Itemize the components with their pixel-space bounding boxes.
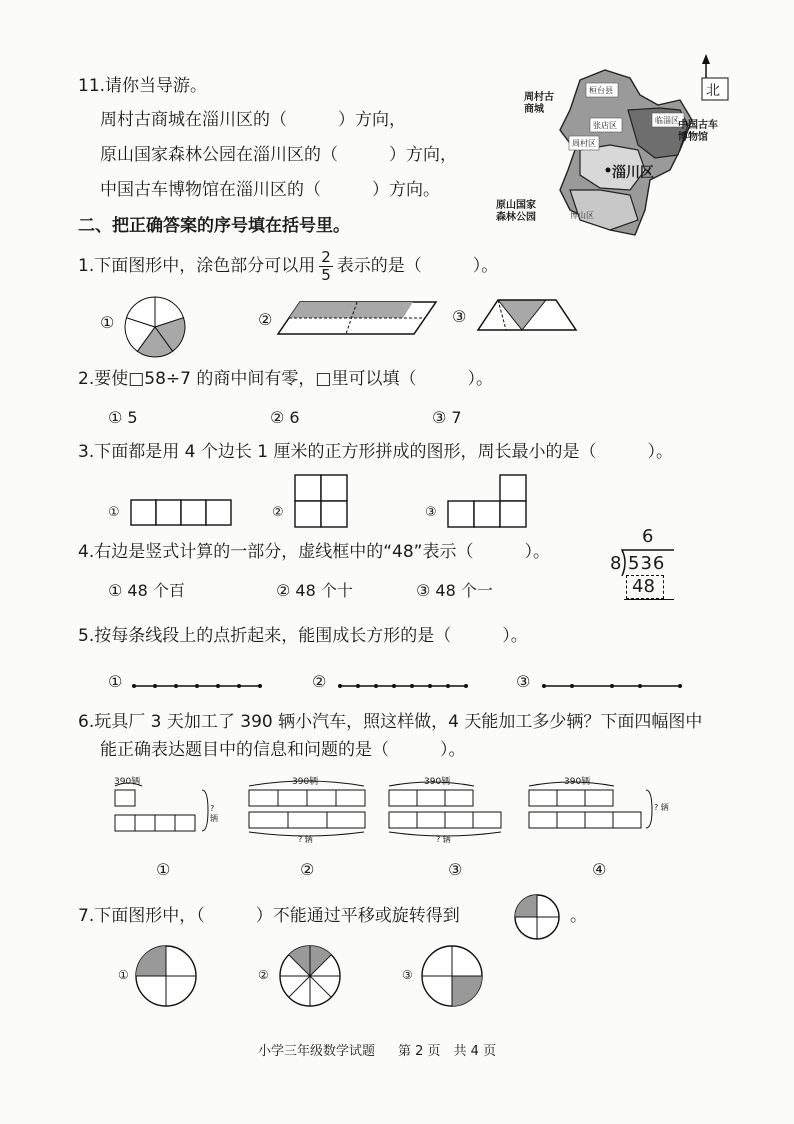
q5-label-2: ② [312,672,327,691]
q6-label-4: ④ [592,860,607,879]
q6-label-390: 390辆 [292,777,319,787]
q2-option-3: ③ 7 [432,408,462,427]
zichuan-label: 淄川区 [612,165,654,181]
q3-figure-2 [294,474,348,532]
q3-figure-3 [446,474,528,532]
q6-label-q: ? 辆 [436,835,451,844]
q7-text: 7.下面图形中，（ ）不能通过平移或旋转得到 [78,906,460,926]
q7-reference-circle [512,892,562,946]
q5-segment-3 [542,676,684,695]
q6-line1: 6.玩具厂 3 天加工了 390 辆小汽车，照这样做，4 天能加工多少辆？下面四幅图中 [78,712,703,732]
q1-fraction [319,249,333,283]
q5-label-1: ① [108,672,123,691]
district-label: 桓台县 [589,86,613,95]
q1-trapezoid-figure [476,298,578,336]
q6-label-1: ① [156,860,171,879]
q7-circle-1 [134,944,198,1012]
section2-title: 二、把正确答案的序号填在括号里。 [78,216,350,236]
footer-page: 第 2 页 共 4 页 [398,1044,497,1059]
quotient: 6 [642,526,654,547]
q2-text: 2.要使□58÷7 的商中间有零，□里可以填（ ）。 [78,369,493,389]
zhoucun-label: 周村古 商城 [524,92,554,115]
q6-diagram-3 [386,774,506,844]
museum-label: 中国古车 博物馆 [678,120,718,143]
q1-label-3: ③ [452,307,467,326]
q4-option-1: ① 48 个百 [108,581,185,600]
q7-label-1: ① [118,968,129,982]
q7-label-3: ③ [402,968,413,982]
partial-product: 48 [632,576,655,597]
q6-label-2: ② [300,860,315,879]
q3-label-2: ② [272,505,284,520]
q6-label-q: ? 辆 [654,803,669,812]
q1-label-2: ② [258,310,273,329]
q5-segment-1 [132,676,264,695]
q6-label-3: ③ [448,860,463,879]
q7-circle-3 [420,944,484,1012]
q1-frac-den: 5 [321,265,331,284]
q6-label-q: ? 辆 [298,835,313,844]
q1-circle-figure [120,292,190,366]
q1-label-1: ① [100,313,115,332]
q7-post: 。 [570,906,587,926]
district-label: 张店区 [593,121,617,130]
divisor: 8 [610,553,622,574]
q1-post: 表示的是（ ）。 [336,255,499,276]
q6-diagram-1 [112,774,222,834]
q6-diagram-2 [246,774,371,844]
q5-text: 5.按每条线段上的点折起来，能围成长方形的是（ ）。 [78,626,528,646]
q4-option-3: ③ 48 个一 [416,581,493,600]
q1-pre: 1.下面图形中，涂色部分可以用 [78,255,316,276]
q11-line3: 中国古车博物馆在淄川区的（ ）方向。 [100,180,440,200]
yuanshan-label: 原山国家 森林公园 [496,200,536,223]
q1-parallelogram-figure [278,300,438,340]
q2-option-2: ② 6 [270,408,300,427]
dividend: 536 [628,553,666,574]
q2-option-1: ① 5 [108,408,138,427]
q3-label-1: ① [108,505,120,520]
q4-text: 4.右边是竖式计算的一部分，虚线框中的“48”表示（ ）。 [78,542,550,562]
q11-title: 11.请你当导游。 [78,76,208,96]
q1-frac-num: 2 [321,248,331,266]
q6-label-390: 390辆 [564,777,591,787]
zibo-map [496,50,740,240]
long-division [606,526,686,606]
q1-text [78,246,498,286]
division-underline [624,599,674,600]
q6-label-q: ? 辆 [210,804,218,823]
q3-figure-1 [130,499,232,531]
q3-label-3: ③ [425,505,437,520]
q7-circle-2 [278,944,342,1012]
q11-line1: 周村古商城在淄川区的（ ）方向， [100,110,406,130]
north-label: 北 [706,83,720,99]
footer-title: 小学三年级数学试题 [258,1044,376,1059]
district-label: 临淄区 [655,116,679,125]
district-label: 周村区 [572,139,596,148]
q6-diagram-4 [526,774,676,836]
q6-line2: 能正确表达题目中的信息和问题的是（ ）。 [100,740,466,760]
q3-text: 3.下面都是用 4 个边长 1 厘米的正方形拼成的图形，周长最小的是（ ）。 [78,442,673,462]
q7-label-2: ② [258,968,269,982]
q11-line2: 原山国家森林公园在淄川区的（ ）方向， [100,145,457,165]
q4-option-2: ② 48 个十 [276,581,353,600]
q6-label-390: 390辆 [114,777,141,787]
district-label: 博山区 [570,211,594,220]
q5-segment-2 [338,676,470,695]
q5-label-3: ③ [516,672,531,691]
q6-label-390: 390辆 [424,777,451,787]
